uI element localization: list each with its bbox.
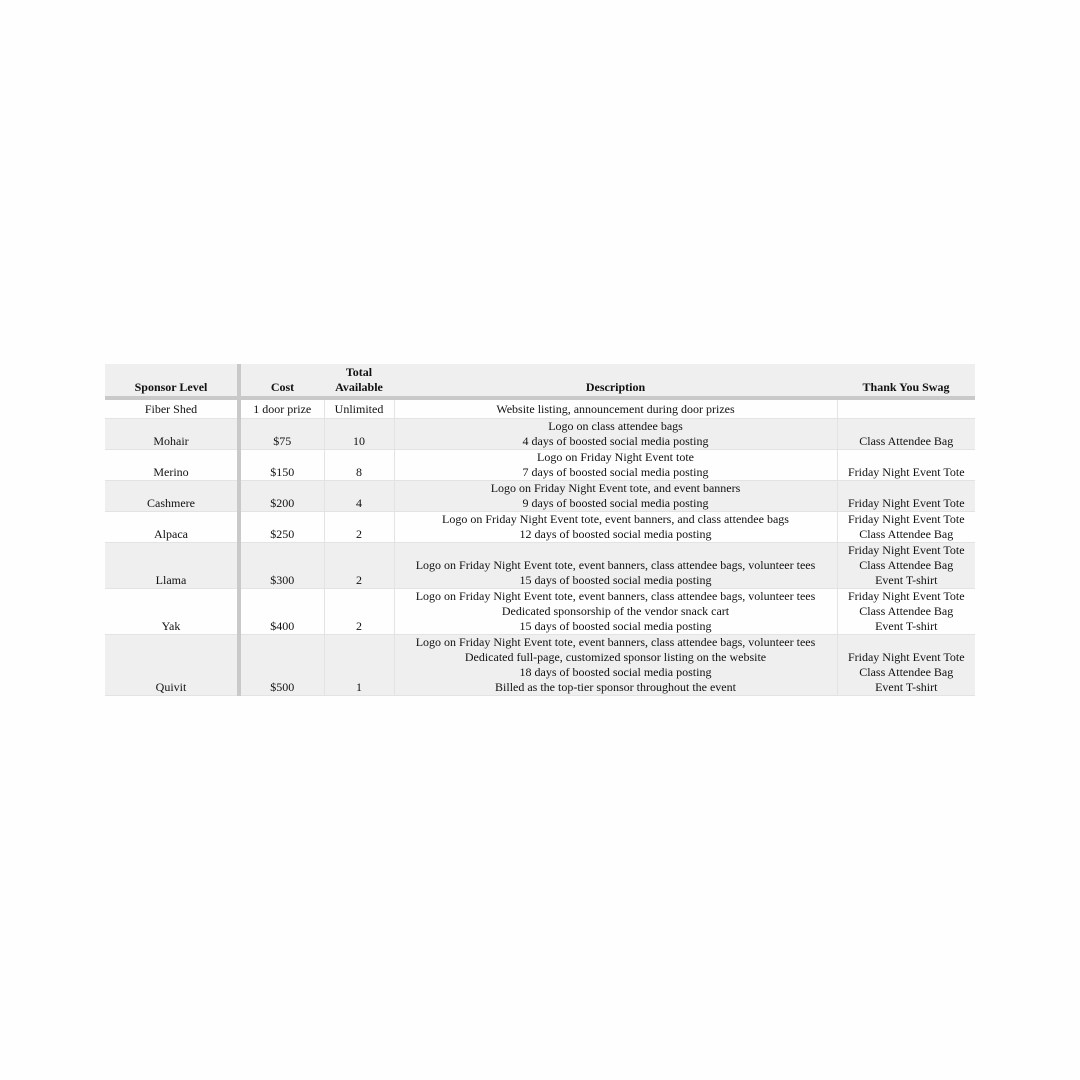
cell-description: [394, 398, 837, 419]
description-line: Logo on Friday Night Event tote, event banners, class attendee bags, volunteer tees: [415, 635, 816, 649]
cell-thank-you-swag: [837, 512, 975, 543]
description-line: Dedicated sponsorship of the vendor snack cart: [501, 604, 730, 618]
swag-item: Class Attendee Bag: [859, 558, 954, 572]
cell-cost: $150: [239, 450, 324, 481]
cell-sponsor-level: Quivit: [105, 635, 239, 696]
cell-thank-you-swag: [837, 450, 975, 481]
cell-sponsor-level: Alpaca: [105, 512, 239, 543]
swag-item: Friday Night Event Tote: [847, 496, 965, 510]
cell-cost: $400: [239, 589, 324, 635]
cell-sponsor-level: Yak: [105, 589, 239, 635]
cell-cost: 1 door prize: [239, 398, 324, 419]
description-line: Logo on Friday Night Event tote, and event banners: [490, 481, 741, 495]
table-row: [105, 398, 975, 419]
cell-cost: $75: [239, 419, 324, 450]
cell-cost: $500: [239, 635, 324, 696]
description-line: Logo on Friday Night Event tote, event banners, class attendee bags, volunteer tees: [415, 589, 816, 603]
cell-thank-you-swag: [837, 419, 975, 450]
table-row: [105, 543, 975, 589]
table-row: [105, 512, 975, 543]
cell-thank-you-swag: [837, 481, 975, 512]
cell-sponsor-level: Llama: [105, 543, 239, 589]
swag-item: Friday Night Event Tote: [847, 650, 965, 664]
swag-item: Friday Night Event Tote: [847, 465, 965, 479]
swag-item: Event T-shirt: [875, 619, 938, 633]
swag-item: Event T-shirt: [875, 680, 938, 694]
table-row: [105, 589, 975, 635]
header-cost: Cost: [239, 364, 324, 398]
description-line: Billed as the top-tier sponsor throughout the event: [495, 680, 736, 694]
table-header: [105, 364, 975, 398]
description-line: 18 days of boosted social media posting: [519, 665, 712, 679]
cell-description: [394, 450, 837, 481]
cell-thank-you-swag: [837, 589, 975, 635]
description-line: Logo on Friday Night Event tote, event banners, class attendee bags, volunteer tees: [415, 558, 816, 572]
sponsorship-table: [105, 364, 975, 696]
cell-total-available: 2: [324, 589, 394, 635]
swag-item: Friday Night Event Tote: [847, 589, 965, 603]
cell-sponsor-level: Cashmere: [105, 481, 239, 512]
header-description: Description: [394, 364, 837, 398]
cell-thank-you-swag: [837, 543, 975, 589]
header-total-available-line2: Available: [335, 380, 383, 394]
description-line: 9 days of boosted social media posting: [522, 496, 709, 510]
header-sponsor-level: Sponsor Level: [105, 364, 239, 398]
header-total-available-line1: Total: [345, 365, 373, 379]
swag-item: Friday Night Event Tote: [847, 512, 965, 526]
cell-description: [394, 512, 837, 543]
cell-total-available: 8: [324, 450, 394, 481]
cell-description: [394, 635, 837, 696]
swag-item: Class Attendee Bag: [859, 604, 954, 618]
cell-cost: $200: [239, 481, 324, 512]
cell-cost: $250: [239, 512, 324, 543]
description-line: Logo on Friday Night Event tote, event banners, and class attendee bags: [442, 512, 789, 526]
description-line: Logo on Friday Night Event tote: [537, 450, 694, 464]
cell-total-available: 1: [324, 635, 394, 696]
table-body: [105, 398, 975, 696]
table-row: [105, 419, 975, 450]
cell-total-available: 2: [324, 543, 394, 589]
description-line: 4 days of boosted social media posting: [522, 434, 709, 448]
cell-description: [394, 481, 837, 512]
cell-cost: $300: [239, 543, 324, 589]
description-line: Website listing, announcement during door prizes: [496, 401, 735, 416]
swag-item: Friday Night Event Tote: [847, 543, 965, 557]
cell-sponsor-level: Fiber Shed: [105, 398, 239, 419]
description-line: 7 days of boosted social media posting: [522, 465, 709, 479]
description-line: 15 days of boosted social media posting: [519, 573, 712, 587]
swag-item: Class Attendee Bag: [859, 527, 954, 541]
cell-total-available: Unlimited: [324, 398, 394, 419]
cell-thank-you-swag: [837, 635, 975, 696]
description-line: Dedicated full-page, customized sponsor listing on the website: [464, 650, 767, 664]
cell-description: [394, 419, 837, 450]
description-line: Logo on class attendee bags: [548, 419, 683, 433]
description-line: 12 days of boosted social media posting: [519, 527, 712, 541]
cell-sponsor-level: Mohair: [105, 419, 239, 450]
cell-total-available: 2: [324, 512, 394, 543]
table-row: [105, 450, 975, 481]
header-total-available: [324, 364, 394, 398]
sponsorship-table-container: [105, 364, 975, 696]
description-line: 15 days of boosted social media posting: [519, 619, 712, 633]
cell-sponsor-level: Merino: [105, 450, 239, 481]
cell-total-available: 10: [324, 419, 394, 450]
cell-description: [394, 543, 837, 589]
table-row: [105, 481, 975, 512]
swag-item: Event T-shirt: [875, 573, 938, 587]
cell-thank-you-swag: [837, 398, 975, 419]
cell-total-available: 4: [324, 481, 394, 512]
table-row: [105, 635, 975, 696]
header-row: [105, 364, 975, 398]
swag-item: Class Attendee Bag: [859, 434, 954, 448]
cell-description: [394, 589, 837, 635]
header-thank-you-swag: Thank You Swag: [837, 364, 975, 398]
swag-item: Class Attendee Bag: [859, 665, 954, 679]
